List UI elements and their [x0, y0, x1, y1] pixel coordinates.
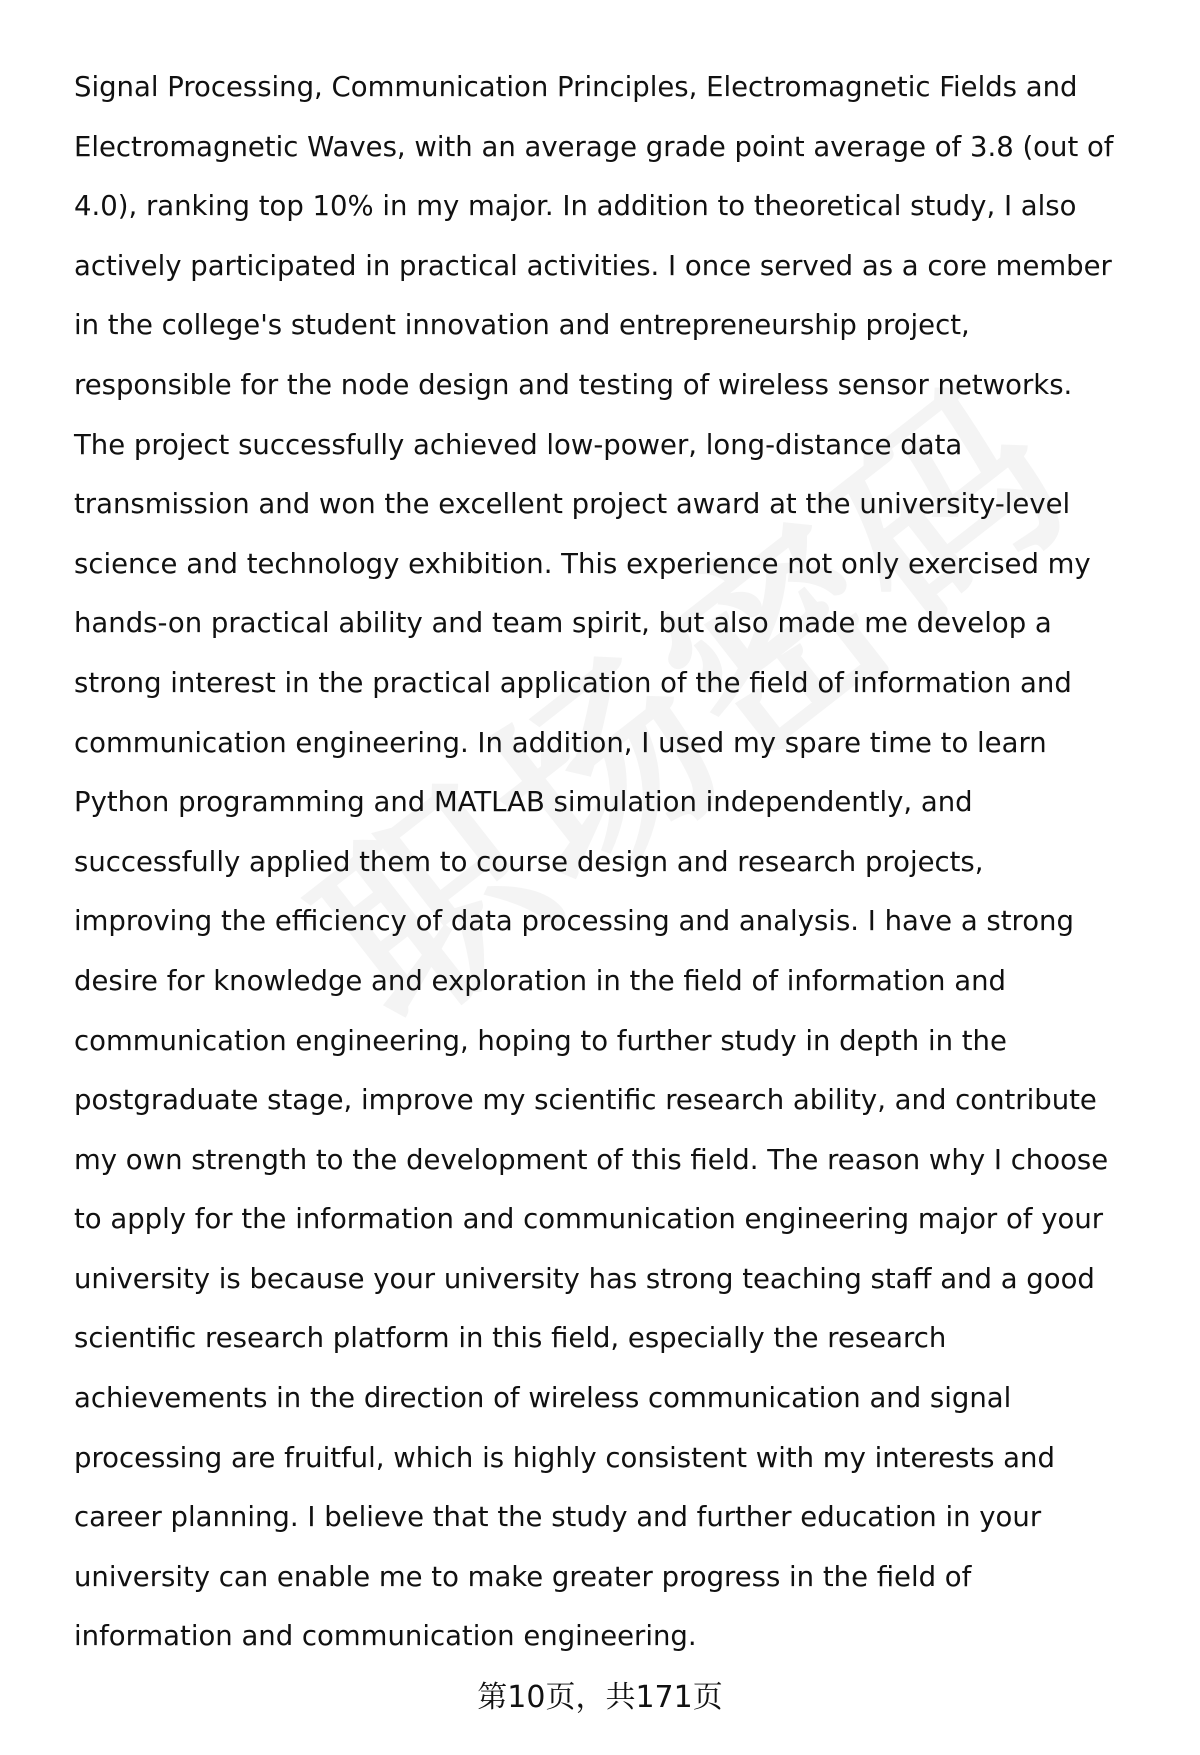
text-line: actively participated in practical activities. I once served as a core member [74, 249, 1112, 282]
text-line: transmission and won the excellent project award at the university-level [74, 488, 1071, 521]
text-line: in the college's student innovation and entrepreneurship project, [74, 309, 970, 342]
text-line: university is because your university has strong teaching staff and a good [74, 1262, 1095, 1295]
text-line: Python programming and MATLAB simulation independently, and [74, 786, 973, 819]
text-line: career planning. I believe that the study and further education in your [74, 1501, 1042, 1534]
text-line: Signal Processing, Communication Principles, Electromagnetic Fields and [74, 71, 1078, 103]
page-number: 第10页，共171页 [477, 1680, 723, 1715]
text-line: The project successfully achieved low-power, long-distance data [74, 428, 963, 461]
text-line: achievements in the direction of wireless communication and signal [74, 1382, 1012, 1415]
text-line: hands-on practical ability and team spirit, but also made me develop a [74, 607, 1052, 640]
essay-body [74, 58, 1164, 1667]
text-line: desire for knowledge and exploration in the field of information and [74, 964, 1006, 997]
text-line: responsible for the node design and testing of wireless sensor networks. [74, 368, 1073, 401]
text-line: improving the efficiency of data processing and analysis. I have a strong [74, 905, 1074, 938]
text-line: strong interest in the practical application of the field of information and [74, 666, 1072, 699]
text-line: postgraduate stage, improve my scientific research ability, and contribute [74, 1084, 1097, 1117]
text-line: scientific research platform in this field, especially the research [74, 1322, 947, 1355]
text-line: information and communication engineering. [74, 1620, 697, 1653]
text-line: to apply for the information and communication engineering major of your [74, 1203, 1104, 1236]
text-line: Electromagnetic Waves, with an average grade point average of 3.8 (out of [74, 130, 1114, 163]
text-line: my own strength to the development of this field. The reason why I choose [74, 1143, 1109, 1176]
text-line: processing are fruitful, which is highly consistent with my interests and [74, 1441, 1055, 1474]
text-line: successfully applied them to course design and research projects, [74, 845, 984, 878]
text-line: communication engineering. In addition, I used my spare time to learn [74, 726, 1047, 759]
text-line: 4.0), ranking top 10% in my major. In addition to theoretical study, I also [74, 190, 1077, 223]
text-line: university can enable me to make greater progress in the field of [74, 1560, 972, 1593]
text-line: communication engineering, hoping to further study in depth in the [74, 1024, 1007, 1057]
text-line: science and technology exhibition. This experience not only exercised my [74, 547, 1091, 580]
